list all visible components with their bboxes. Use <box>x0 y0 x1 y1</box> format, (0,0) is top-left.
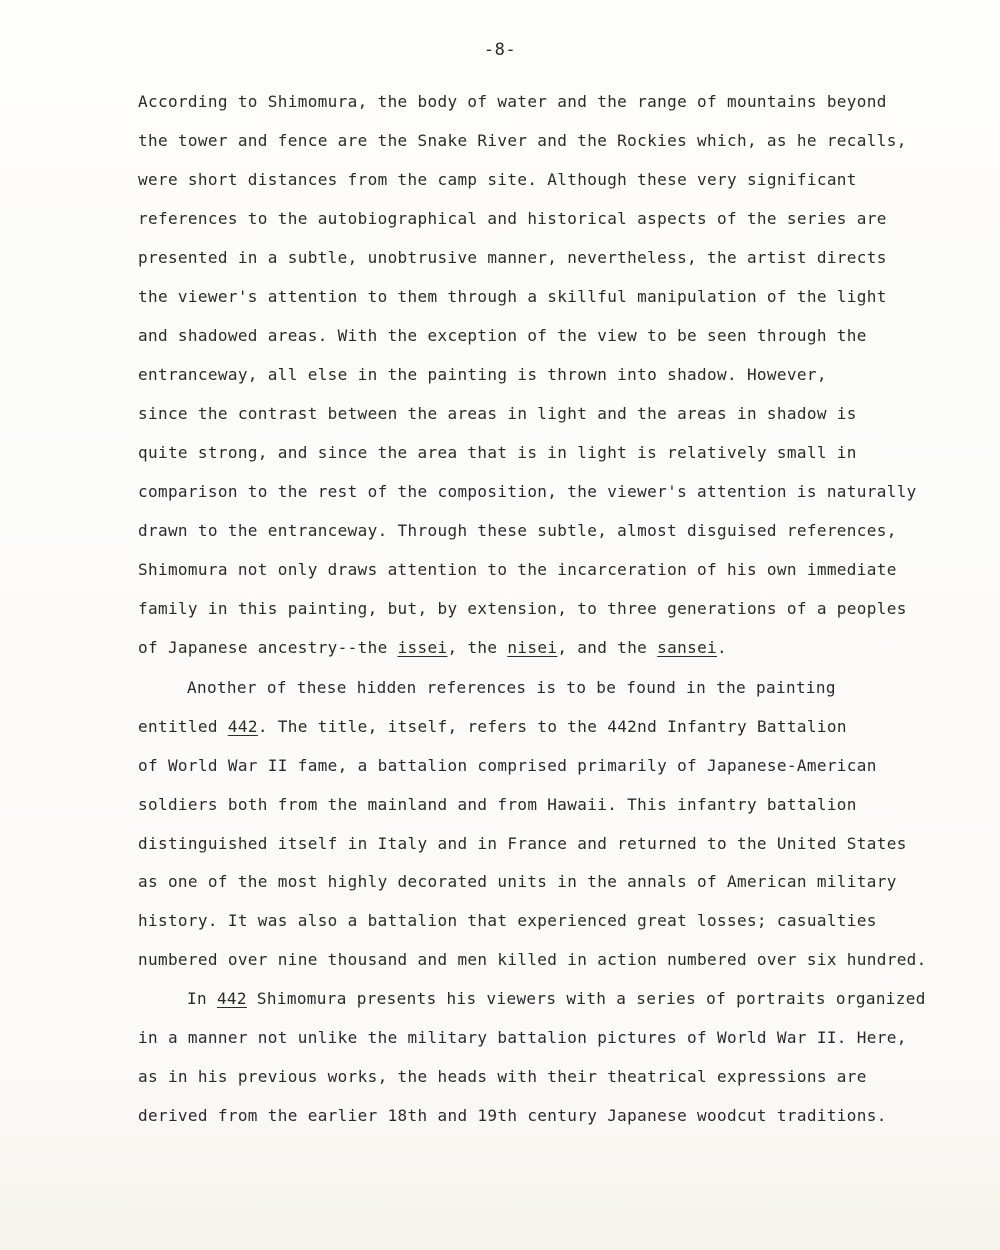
painting-title: 442 <box>216 989 247 1008</box>
text-line: as in his previous works, the heads with their theatrical expressions are <box>138 1067 867 1086</box>
text-line: Another of these hidden references is to be found in the painting <box>187 678 836 697</box>
text-run: In <box>187 989 217 1008</box>
text-line: entranceway, all else in the painting is thrown into shadow. However, <box>138 365 827 384</box>
text-line: comparison to the rest of the composition, the viewer's attention is naturally <box>138 482 917 501</box>
text-line <box>138 638 727 658</box>
text-line: the viewer's attention to them through a skillful manipulation of the light <box>138 287 887 306</box>
term-issei: issei <box>397 638 448 657</box>
painting-title: 442 <box>227 717 258 736</box>
text-line: drawn to the entranceway. Through these subtle, almost disguised references, <box>138 521 897 540</box>
term-sansei: sansei <box>657 638 718 657</box>
text-line: distinguished itself in Italy and in France and returned to the United States <box>138 834 907 853</box>
text-run: . The title, itself, refers to the 442nd Infantry Battalion <box>257 717 847 736</box>
text-line: of World War II fame, a battalion comprised primarily of Japanese-American <box>138 756 877 775</box>
text-run: , and the <box>557 638 658 657</box>
text-line <box>187 989 926 1009</box>
text-run: entitled <box>138 717 228 736</box>
text-line: presented in a subtle, unobtrusive manner, nevertheless, the artist directs <box>138 248 887 267</box>
text-line: derived from the earlier 18th and 19th century Japanese woodcut traditions. <box>138 1106 887 1125</box>
text-line: Shimomura not only draws attention to the incarceration of his own immediate <box>138 560 897 579</box>
text-line: in a manner not unlike the military battalion pictures of World War II. Here, <box>138 1028 907 1047</box>
text-line: and shadowed areas. With the exception of the view to be seen through the <box>138 326 867 345</box>
text-line: references to the autobiographical and historical aspects of the series are <box>138 209 887 228</box>
text-line: history. It was also a battalion that experienced great losses; casualties <box>138 911 877 930</box>
text-line: family in this painting, but, by extension, to three generations of a peoples <box>138 599 907 618</box>
page-number: -8- <box>483 40 517 60</box>
text-line: According to Shimomura, the body of water and the range of mountains beyond <box>138 92 887 111</box>
text-run: Shimomura presents his viewers with a series of portraits organized <box>246 989 926 1008</box>
text-line: the tower and fence are the Snake River and the Rockies which, as he recalls, <box>138 131 907 150</box>
text-line: were short distances from the camp site. Although these very significant <box>138 170 857 189</box>
text-line: soldiers both from the mainland and from Hawaii. This infantry battalion <box>138 795 857 814</box>
text-line: numbered over nine thousand and men killed in action numbered over six hundred. <box>138 950 927 969</box>
text-run: . <box>717 638 728 657</box>
term-nisei: nisei <box>507 638 558 657</box>
text-line: quite strong, and since the area that is in light is relatively small in <box>138 443 857 462</box>
text-run: of Japanese ancestry--the <box>138 638 398 657</box>
text-line: as one of the most highly decorated units in the annals of American military <box>138 872 897 891</box>
text-line <box>138 717 847 737</box>
text-line: since the contrast between the areas in light and the areas in shadow is <box>138 404 857 423</box>
text-run: , the <box>447 638 508 657</box>
